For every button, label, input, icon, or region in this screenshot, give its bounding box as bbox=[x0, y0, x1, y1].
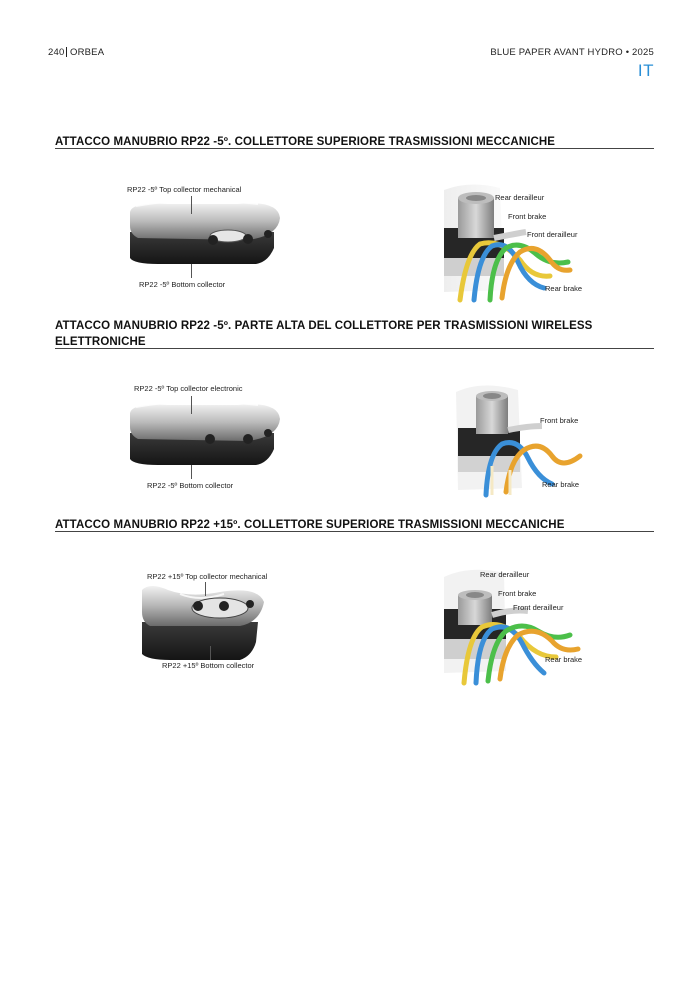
cable-routing-illustration-3 bbox=[440, 565, 585, 683]
collector-illustration-1 bbox=[128, 192, 288, 264]
label-top-collector-electronic: RP22 -5º Top collector electronic bbox=[134, 384, 243, 393]
leader-line-top-1 bbox=[191, 196, 192, 214]
page-number: 240 bbox=[48, 47, 65, 58]
label-rear-brake: Rear brake bbox=[545, 284, 583, 293]
section-3-rule bbox=[55, 531, 654, 532]
leader-line-top-2 bbox=[191, 396, 192, 414]
label-rear-brake-2: Rear brake bbox=[542, 480, 580, 489]
label-front-brake-2: Front brake bbox=[540, 416, 579, 425]
label-top-collector: RP22 -5º Top collector mechanical bbox=[127, 185, 242, 194]
publication-title: BLUE PAPER AVANT HYDRO • 2025 bbox=[490, 47, 654, 58]
label-rear-brake-3: Rear brake bbox=[545, 655, 583, 664]
section-2-rule bbox=[55, 348, 654, 349]
leader-line-bottom-3 bbox=[210, 646, 211, 660]
label-front-brake-3: Front brake bbox=[498, 589, 537, 598]
label-bottom-collector-15: RP22 +15º Bottom collector bbox=[162, 661, 255, 670]
label-bottom-collector: RP22 -5º Bottom collector bbox=[139, 280, 226, 289]
leader-line-top-3 bbox=[205, 582, 206, 596]
brand-name: ORBEA bbox=[70, 47, 105, 58]
section-2-title-line1: ATTACCO MANUBRIO RP22 -5º. PARTE ALTA DEL COLLETTORE PER TRASMISSIONI WIRELESS bbox=[55, 320, 593, 332]
language-code: IT bbox=[637, 61, 654, 80]
label-rear-derailleur: Rear derailleur bbox=[495, 193, 545, 202]
header-divider bbox=[66, 47, 67, 57]
label-rear-derailleur-3: Rear derailleur bbox=[480, 570, 530, 579]
section-2-title-line2: ELETTRONICHE bbox=[55, 336, 146, 348]
collector-illustration-2 bbox=[128, 393, 288, 465]
section-1-title: ATTACCO MANUBRIO RP22 -5º. COLLETTORE SUPERIORE TRASMISSIONI MECCANICHE bbox=[55, 136, 556, 148]
label-top-collector-15: RP22 +15º Top collector mechanical bbox=[147, 572, 268, 581]
label-bottom-collector-2: RP22 -5º Bottom collector bbox=[147, 481, 234, 490]
label-front-derailleur-3: Front derailleur bbox=[513, 603, 564, 612]
leader-line-bottom-2 bbox=[191, 465, 192, 479]
cable-routing-illustration-2 bbox=[452, 380, 592, 495]
section-1-rule bbox=[55, 148, 654, 149]
label-front-brake: Front brake bbox=[508, 212, 547, 221]
leader-line-bottom-1 bbox=[191, 264, 192, 278]
label-front-derailleur: Front derailleur bbox=[527, 230, 578, 239]
section-3-title: ATTACCO MANUBRIO RP22 +15º. COLLETTORE SUPERIORE TRASMISSIONI MECCANICHE bbox=[55, 519, 565, 531]
